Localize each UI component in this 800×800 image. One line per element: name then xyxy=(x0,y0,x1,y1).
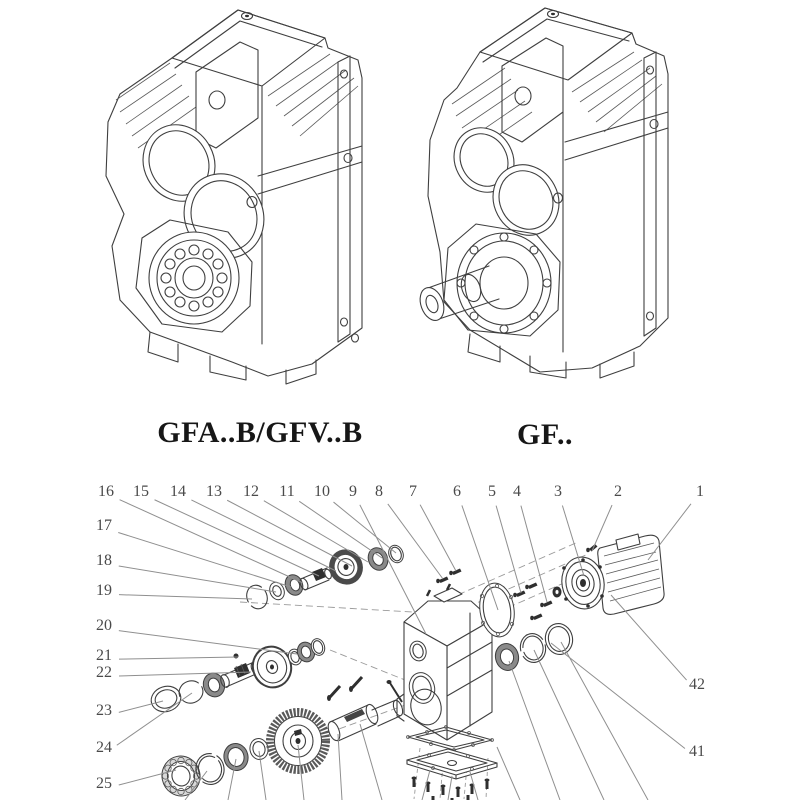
callout-number-10: 10 xyxy=(314,483,330,500)
leader-line-24 xyxy=(117,693,192,745)
leader-line-18 xyxy=(119,566,276,592)
leader-line-8 xyxy=(388,504,443,579)
callout-number-15: 15 xyxy=(133,483,149,500)
leader-line-17 xyxy=(118,532,291,587)
leader-line-21 xyxy=(119,657,238,659)
leader-line-22 xyxy=(119,672,251,676)
lug-hole xyxy=(209,91,225,109)
callout-number-21: 21 xyxy=(96,647,112,664)
input-bores xyxy=(443,117,571,247)
pinion-shaft-part xyxy=(299,568,333,591)
callout-number-9: 9 xyxy=(349,483,357,500)
leader-line-14 xyxy=(191,500,336,571)
leader-line-23 xyxy=(119,701,163,712)
callout-number-23: 23 xyxy=(96,702,112,719)
callout-number-8: 8 xyxy=(375,483,383,500)
callout-number-2: 2 xyxy=(614,483,622,500)
side-strap xyxy=(565,112,668,160)
retaining-ring-part xyxy=(176,678,206,706)
callout-number-16: 16 xyxy=(98,483,114,500)
gear-housing-part xyxy=(397,584,492,740)
callout-number-13: 13 xyxy=(206,483,222,500)
lifting-beam xyxy=(172,10,325,96)
exploded-parts-drawing xyxy=(96,483,705,800)
leader-line-42 xyxy=(611,595,687,680)
leader-line-5 xyxy=(496,506,521,593)
input-shaft-parts-row xyxy=(243,543,406,612)
leader-line-13 xyxy=(227,500,352,566)
callout-number-20: 20 xyxy=(96,617,112,634)
mounting-lug-plate xyxy=(196,42,258,148)
motor-assembly-part xyxy=(558,534,664,614)
gearbox-iso-left-drawing xyxy=(106,10,362,384)
leader-line-20 xyxy=(119,631,297,654)
leader-line-4 xyxy=(521,506,547,602)
bottom-cover-part xyxy=(407,749,497,779)
cooling-fins-left xyxy=(116,54,358,148)
callout-number-7: 7 xyxy=(409,483,417,500)
washer-part xyxy=(248,737,270,761)
gearbox-iso-right-drawing xyxy=(416,8,668,378)
leader-line-10 xyxy=(333,502,396,553)
leader-line-1 xyxy=(648,504,691,560)
side-strap xyxy=(258,146,362,194)
callout-number-24: 24 xyxy=(96,739,112,756)
callout-number-12: 12 xyxy=(243,483,259,500)
callout-number-4: 4 xyxy=(513,483,521,500)
callout-number-41: 41 xyxy=(689,743,705,760)
gear-part xyxy=(248,642,297,693)
output-gear-part xyxy=(270,712,326,770)
set-screw-part xyxy=(234,654,239,659)
stud-bolts xyxy=(327,677,402,702)
leader-line-19 xyxy=(119,595,252,599)
callout-number-17: 17 xyxy=(96,517,112,534)
output-shaft-parts-row xyxy=(158,677,404,800)
feet xyxy=(148,332,316,384)
callout-number-25: 25 xyxy=(96,775,112,792)
callout-number-6: 6 xyxy=(453,483,461,500)
callout-number-14: 14 xyxy=(170,483,186,500)
callout-layer xyxy=(96,483,705,792)
callout-number-42: 42 xyxy=(689,676,705,693)
callout-number-3: 3 xyxy=(554,483,562,500)
retaining-ring-part xyxy=(243,582,271,612)
leader-line-15 xyxy=(155,500,319,576)
leader-line-12 xyxy=(264,501,368,562)
callout-number-1: 1 xyxy=(696,483,704,500)
callout-number-11: 11 xyxy=(279,483,295,500)
leader-line-41 xyxy=(551,643,685,748)
model-label-left: GFA..B/GFV..B xyxy=(157,416,363,449)
roller-bearing-part xyxy=(158,752,203,799)
leader-line-2 xyxy=(592,505,612,551)
leader-line-11 xyxy=(299,501,382,558)
leader-line-7 xyxy=(420,505,456,571)
leader-line-6 xyxy=(462,505,498,610)
intermediate-shaft-parts-row xyxy=(148,637,327,716)
callout-number-18: 18 xyxy=(96,552,112,569)
leader-line-9 xyxy=(360,505,426,634)
callout-number-22: 22 xyxy=(96,664,112,681)
model-label-right: GF.. xyxy=(517,418,573,451)
callout-number-19: 19 xyxy=(96,582,112,599)
callout-number-5: 5 xyxy=(488,483,496,500)
gear-part xyxy=(327,548,364,586)
